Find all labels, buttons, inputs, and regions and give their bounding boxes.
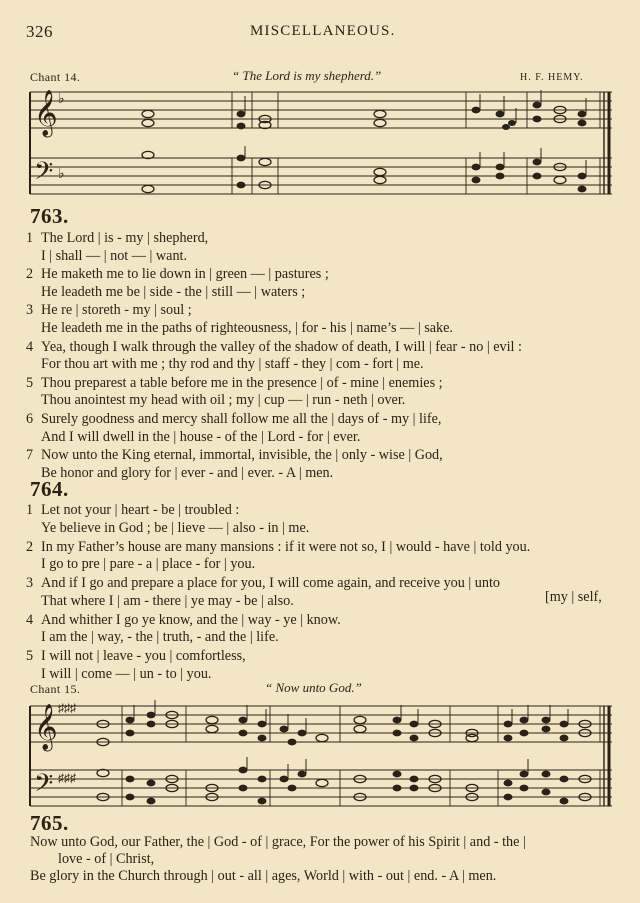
verse-number: 6 bbox=[26, 411, 34, 427]
verse-number: 2 bbox=[26, 266, 34, 283]
verse-line: I will not | leave - you | comfortless, bbox=[41, 648, 246, 665]
verse-line: He re | storeth - my | soul ; bbox=[41, 302, 192, 319]
svg-text:𝄞: 𝄞 bbox=[34, 704, 58, 750]
svg-text:♯♯♯: ♯♯♯ bbox=[58, 771, 76, 785]
verse-line: Surely goodness and mercy shall follow me all the | days of - my | life, bbox=[41, 411, 442, 427]
psalm-764-overflow: [my | self, bbox=[545, 589, 602, 605]
verse-line: And I will dwell in the | house - of the | Lord - for | ever. bbox=[41, 428, 361, 445]
verse-line: I | shall — | not — | want. bbox=[41, 247, 188, 264]
psalm-765-line-2: love - of | Christ, bbox=[58, 851, 155, 867]
svg-text:𝄢: 𝄢 bbox=[34, 769, 54, 804]
verse-number: 4 bbox=[26, 338, 34, 355]
svg-text:♭: ♭ bbox=[58, 92, 65, 107]
verse-number: 2 bbox=[26, 538, 34, 555]
verse-line: Thou preparest a table before me in the presence | of - mine | enemies ; bbox=[41, 374, 443, 391]
verse-line: He maketh me to lie down in | green — | pastures ; bbox=[41, 266, 329, 283]
svg-text:♯♯♯: ♯♯♯ bbox=[58, 701, 76, 715]
verse-line: I go to pre | pare - a | place - for | you. bbox=[41, 556, 256, 573]
running-title: MISCELLANEOUS. bbox=[250, 23, 396, 39]
verse-line: I am the | way, - the | truth, - and the | life. bbox=[41, 629, 279, 646]
chant-14-title: “ The Lord is my shepherd.” bbox=[232, 68, 382, 83]
verse-line: In my Father’s house are many mansions : if it were not so, I | would - have | told you. bbox=[41, 538, 531, 555]
verse-line: Now unto the King eternal, immortal, invisible, the | only - wise | God, bbox=[41, 447, 443, 464]
verse-number: 1 bbox=[26, 230, 34, 246]
verse-line: The Lord | is - my | shepherd, bbox=[41, 230, 209, 246]
verse-line: He leadeth me in the paths of righteousness, | for - his | name’s — | sake. bbox=[41, 319, 453, 336]
verse-number: 5 bbox=[26, 648, 34, 665]
psalm-764-number: 764. bbox=[30, 477, 69, 501]
psalm-763-number: 763. bbox=[30, 204, 69, 228]
chant-14-composer: H. F. HEMY. bbox=[520, 72, 584, 83]
verse-number: 3 bbox=[26, 575, 34, 592]
svg-text:𝄞: 𝄞 bbox=[34, 90, 58, 136]
verse-number: 7 bbox=[26, 447, 34, 464]
verse-line: And if I go and prepare a place for you, I will come again, and receive you | unto bbox=[41, 575, 501, 592]
verse-number: 1 bbox=[26, 502, 34, 518]
svg-text:♭: ♭ bbox=[58, 167, 65, 182]
chant-15-label: Chant 15. bbox=[30, 682, 81, 696]
verse-line: And whither I go ye know, and the | way - ye | know. bbox=[41, 611, 341, 628]
verse-line: I will | come — | un - to | you. bbox=[41, 665, 212, 682]
page-number: 326 bbox=[26, 22, 53, 41]
chant-15-title: “ Now unto God.” bbox=[265, 680, 362, 695]
verse-line: Be honor and glory for | ever - and | ever. - A | men. bbox=[41, 464, 334, 481]
verse-number: 3 bbox=[26, 302, 34, 319]
verse-line: He leadeth me be | side - the | still — | waters ; bbox=[41, 283, 306, 300]
verse-line: For thou art with me ; thy rod and thy | staff - they | com - fort | me. bbox=[41, 356, 424, 373]
psalm-765-line-3: Be glory in the Church through | out - all | ages, World | with - out | end. - A | men. bbox=[30, 868, 497, 884]
verse-number: 5 bbox=[26, 374, 34, 391]
psalm-765-number: 765. bbox=[30, 811, 69, 835]
svg-text:𝄢: 𝄢 bbox=[34, 157, 54, 192]
verse-line: Yea, though I walk through the valley of the shadow of death, I will | fear - no | evil : bbox=[41, 338, 522, 355]
verse-line: Let not your | heart - be | troubled : bbox=[41, 502, 240, 518]
verse-line: That where I | am - there | ye may - be | also. bbox=[41, 592, 294, 609]
verse-line: Thou anointest my head with oil ; my | cup — | run - neth | over. bbox=[41, 392, 406, 409]
chant-14-label: Chant 14. bbox=[30, 70, 81, 84]
verse-line: Ye believe in God ; be | lieve — | also - in | me. bbox=[41, 519, 310, 536]
psalm-765-line-1: Now unto God, our Father, the | God - of | grace, For the power of his Spirit | and - the | bbox=[30, 834, 526, 850]
verse-number: 4 bbox=[26, 611, 34, 628]
